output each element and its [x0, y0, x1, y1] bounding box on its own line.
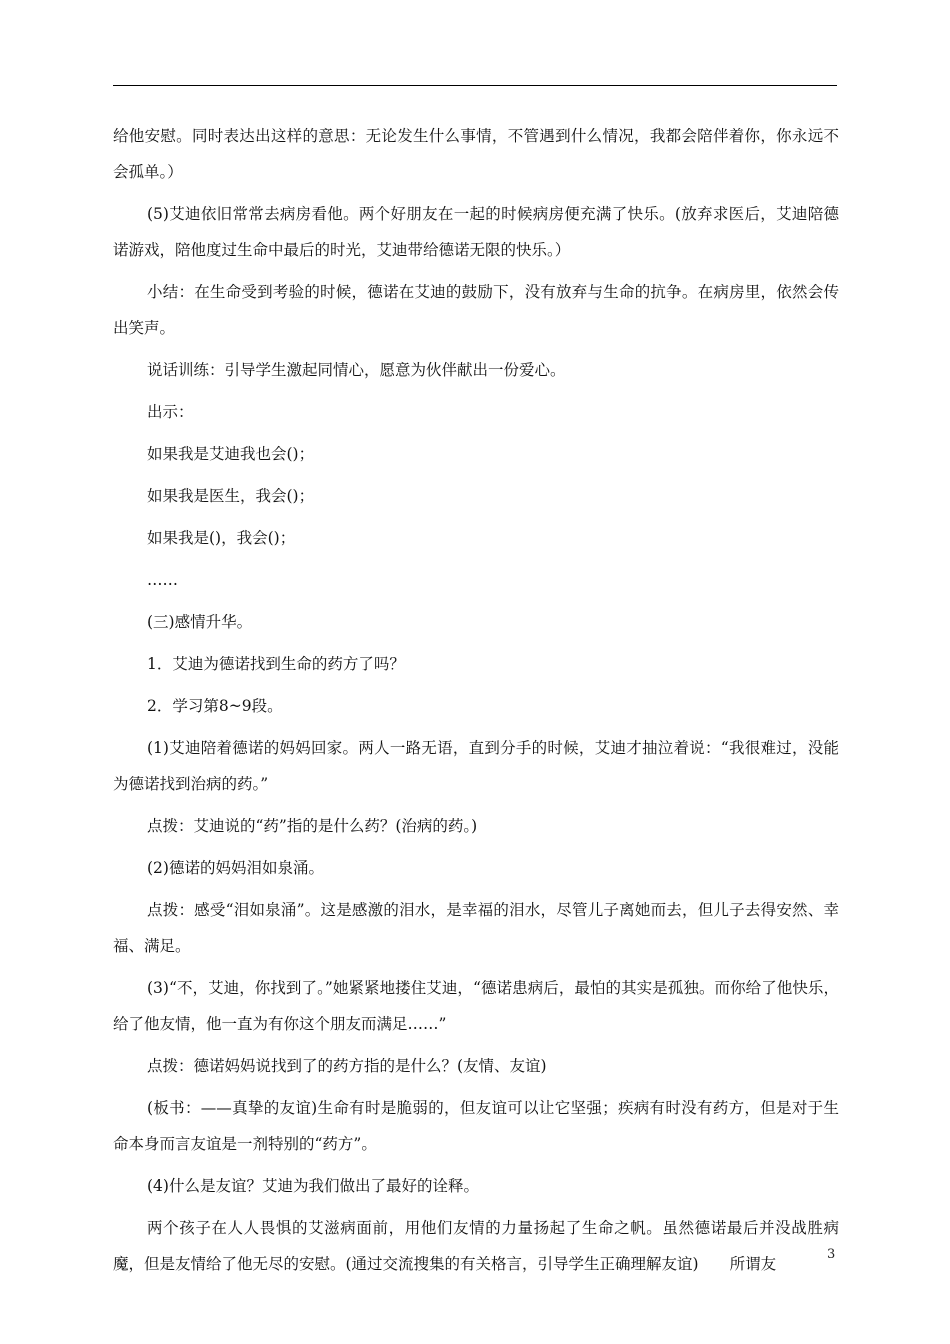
paragraph: ……: [147, 571, 178, 589]
paragraph: 两个孩子在人人畏惧的艾滋病面前，用他们友情的力量扬起了生命之帆。虽然德诺最后并没战胜病魔，但是友情给了他无尽的安慰。(通过交流搜集的有关格言，引导学生正确理解友谊) 所谓友: [113, 1219, 839, 1273]
paragraph: 点拨：感受“泪如泉涌”。这是感激的泪水，是幸福的泪水，尽管儿子离她而去，但儿子去得安然、幸福、满足。: [113, 901, 839, 955]
paragraph: 给他安慰。同时表达出这样的意思：无论发生什么事情，不管遇到什么情况，我都会陪伴着你，你永远不会孤单。）: [113, 127, 839, 181]
page-number: 3: [827, 1247, 836, 1262]
paragraph: 小结：在生命受到考验的时候，德诺在艾迪的鼓励下，没有放弃与生命的抗争。在病房里，依然会传出笑声。: [113, 283, 839, 337]
paragraph: (1)艾迪陪着德诺的妈妈回家。两人一路无语，直到分手的时候，艾迪才抽泣着说：“我很难过，没能为德诺找到治病的药。”: [113, 739, 839, 793]
paragraph: 1．艾迪为德诺找到生命的药方了吗？: [147, 655, 405, 673]
section-heading: (三)感情升华。: [147, 613, 253, 631]
paragraph: 2．学习第8~9段。: [147, 697, 283, 715]
paragraph: (2)德诺的妈妈泪如泉涌。: [147, 859, 324, 877]
paragraph: (3)“不，艾迪，你找到了。”她紧紧地搂住艾迪，“德诺患病后，最怕的其实是孤独。而你给了他快乐，给了他友情，他一直为有你这个朋友而满足……”: [113, 979, 839, 1033]
paragraph: (板书：——真挚的友谊)生命有时是脆弱的，但友谊可以让它坚强；疾病有时没有药方，但是对于生命本身而言友谊是一剂特别的“药方”。: [113, 1099, 839, 1153]
paragraph: 如果我是艾迪我也会()；: [147, 445, 315, 463]
paragraph: (5)艾迪依旧常常去病房看他。两个好朋友在一起的时候病房便充满了快乐。(放弃求医后，艾迪陪德诺游戏，陪他度过生命中最后的时光，艾迪带给德诺无限的快乐。）: [113, 205, 839, 259]
header-rule: [113, 85, 837, 86]
paragraph: 出示：: [147, 403, 194, 421]
paragraph: 说话训练：引导学生激起同情心，愿意为伙伴献出一份爱心。: [147, 361, 566, 379]
document-body: [113, 118, 839, 1288]
paragraph: 如果我是医生，我会()；: [147, 487, 315, 505]
paragraph: 如果我是()，我会()；: [147, 529, 296, 547]
paragraph: 点拨：德诺妈妈说找到了的药方指的是什么？(友情、友谊): [147, 1057, 547, 1075]
paragraph: 点拨：艾迪说的“药”指的是什么药？(治病的药。): [147, 817, 478, 835]
paragraph: (4)什么是友谊？艾迪为我们做出了最好的诠释。: [147, 1177, 479, 1195]
